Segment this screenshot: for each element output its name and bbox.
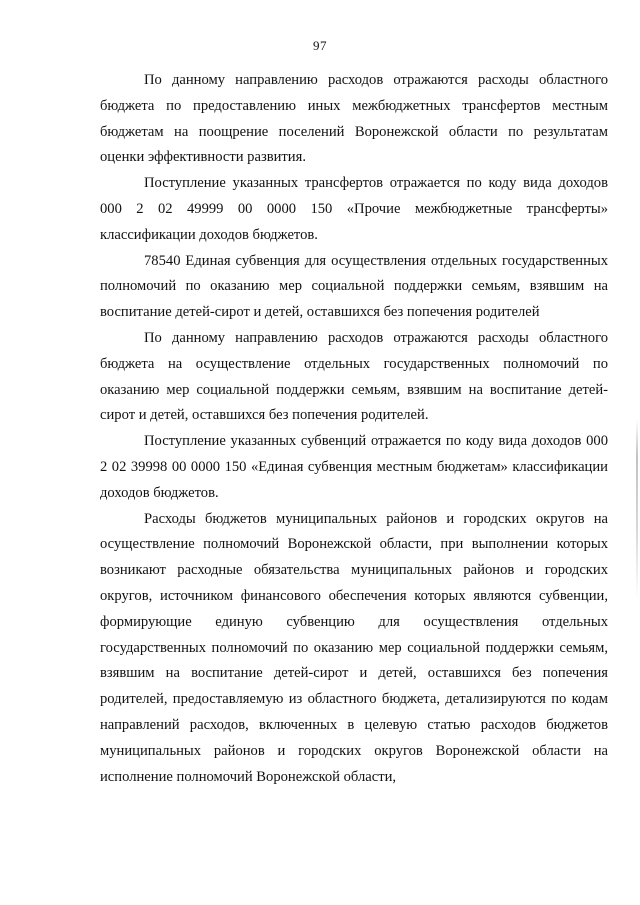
paragraph-income-code-2: Поступление указанных субвенций отражается по коду вида доходов 000 2 02 39998 00 0000 150 «Единая субвенция местным бюджетам» классификации доходов бюджетов. [100, 433, 608, 501]
paragraph-expense-description-2: По данному направлению расходов отражаются расходы областного бюджета на осуществление отдельных государственных полномочий по оказанию мер социальной поддержки семьям, взявшим на воспитание детей-сирот и детей, оставшихся без попечения родителей. [100, 329, 608, 424]
section-heading-78540: 78540 Единая субвенция для осуществления отдельных государственных полномочий по оказанию мер социальной поддержки семьям, взявшим на воспитание детей-сирот и детей, оставшихся без попечения родителей [100, 252, 608, 321]
scan-edge-mark [636, 420, 638, 600]
page-number: 97 [313, 38, 327, 53]
paragraph-municipal-expenses: Расходы бюджетов муниципальных районов и городских округов на осуществление полномочий Воронежской области, при выполнении которых возникают расходные обязательства муниципальных районов и городских округов, источником финансового обеспечения которых являются субвенции, формирующие единую субвенцию для осуществления отдельных государственных полномочий по оказанию мер социальной поддержки семьям, взявшим на воспитание детей-сирот и детей, оставшихся без попечения родителей, предоставляемую из областного бюджета, детализируются по кодам направлений расходов, включенных в целевую статью расходов бюджетов муниципальных районов и городских округов Воронежской области на исполнение полномочий Воронежской области, [100, 510, 608, 785]
document-body [100, 68, 608, 790]
paragraph-expense-description-1: По данному направлению расходов отражаются расходы областного бюджета по предоставлению иных межбюджетных трансфертов местным бюджетам на поощрение поселений Воронежской области по результатам оценки эффективности развития. [100, 72, 608, 166]
paragraph-income-code-1: Поступление указанных трансфертов отражается по коду вида доходов 000 2 02 49999 00 0000 150 «Прочие межбюджетные трансферты» классификации доходов бюджетов. [100, 175, 608, 243]
